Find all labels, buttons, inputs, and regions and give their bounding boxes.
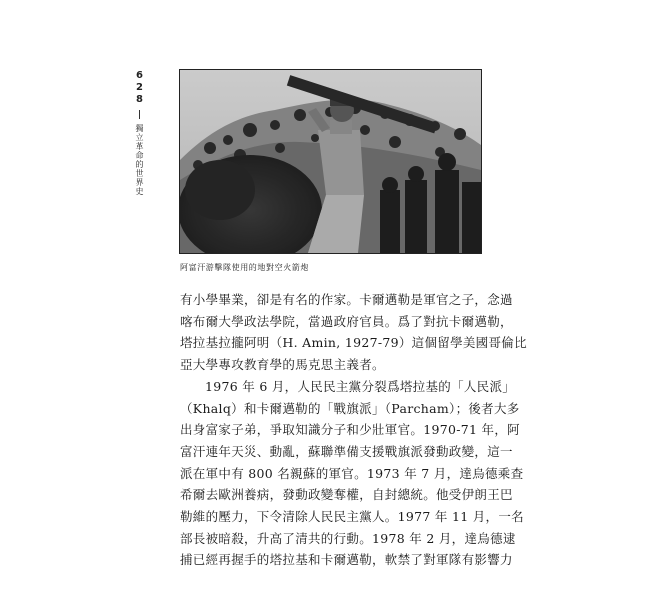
photograph [179, 69, 482, 254]
text-line: 塔拉基拉攏阿明（H. Amin, 1927-79）這個留學美國哥倫比 [180, 335, 527, 351]
book-title: 獨立革命的世界史 [135, 124, 144, 196]
running-head [131, 70, 147, 196]
text-line: 派在軍中有 800 名親蘇的軍官。1973 年 7 月，達烏德乘查 [180, 465, 524, 481]
text-line: 部長被暗殺，升高了清共的行動。1978 年 2 月，達烏德逮 [180, 530, 516, 546]
running-head-divider [139, 110, 140, 119]
photo-caption: 阿富汗游擊隊使用的地對空火箭炮 [180, 263, 309, 272]
text-line: 富汗連年天災、動亂，蘇聯準備支援戰旗派發動政變，這一 [180, 443, 513, 459]
page-number: 628 [134, 70, 145, 106]
text-line: （Khalq）和卡爾邁勒的「戰旗派」（Parcham）；後者大多 [180, 400, 520, 416]
text-line: 1976 年 6 月，人民民主黨分裂爲塔拉基的「人民派」 [205, 378, 516, 394]
text-line: 捕已經再握手的塔拉基和卡爾邁勒，軟禁了對軍隊有影響力 [180, 552, 513, 568]
text-line: 出身富家子弟，爭取知識分子和少壯軍官。1970-71 年，阿 [180, 422, 520, 438]
text-line: 希爾去歐洲養病，發動政變奪權，自封總統。他受伊朗王巴 [180, 487, 513, 503]
text-line: 有小學畢業，卻是有名的作家。卡爾邁勒是軍官之子，念過 [180, 292, 513, 307]
photograph-soldier-icon [180, 70, 481, 253]
text-line: 勒維的壓力，下令清除人民民主黨人。1977 年 11 月，一名 [180, 509, 524, 525]
text-line: 喀布爾大學政法學院，當過政府官員。爲了對抗卡爾邁勒， [180, 313, 513, 329]
text-line: 亞大學專攻教育學的馬克思主義者。 [180, 357, 385, 373]
body-text [180, 289, 527, 571]
